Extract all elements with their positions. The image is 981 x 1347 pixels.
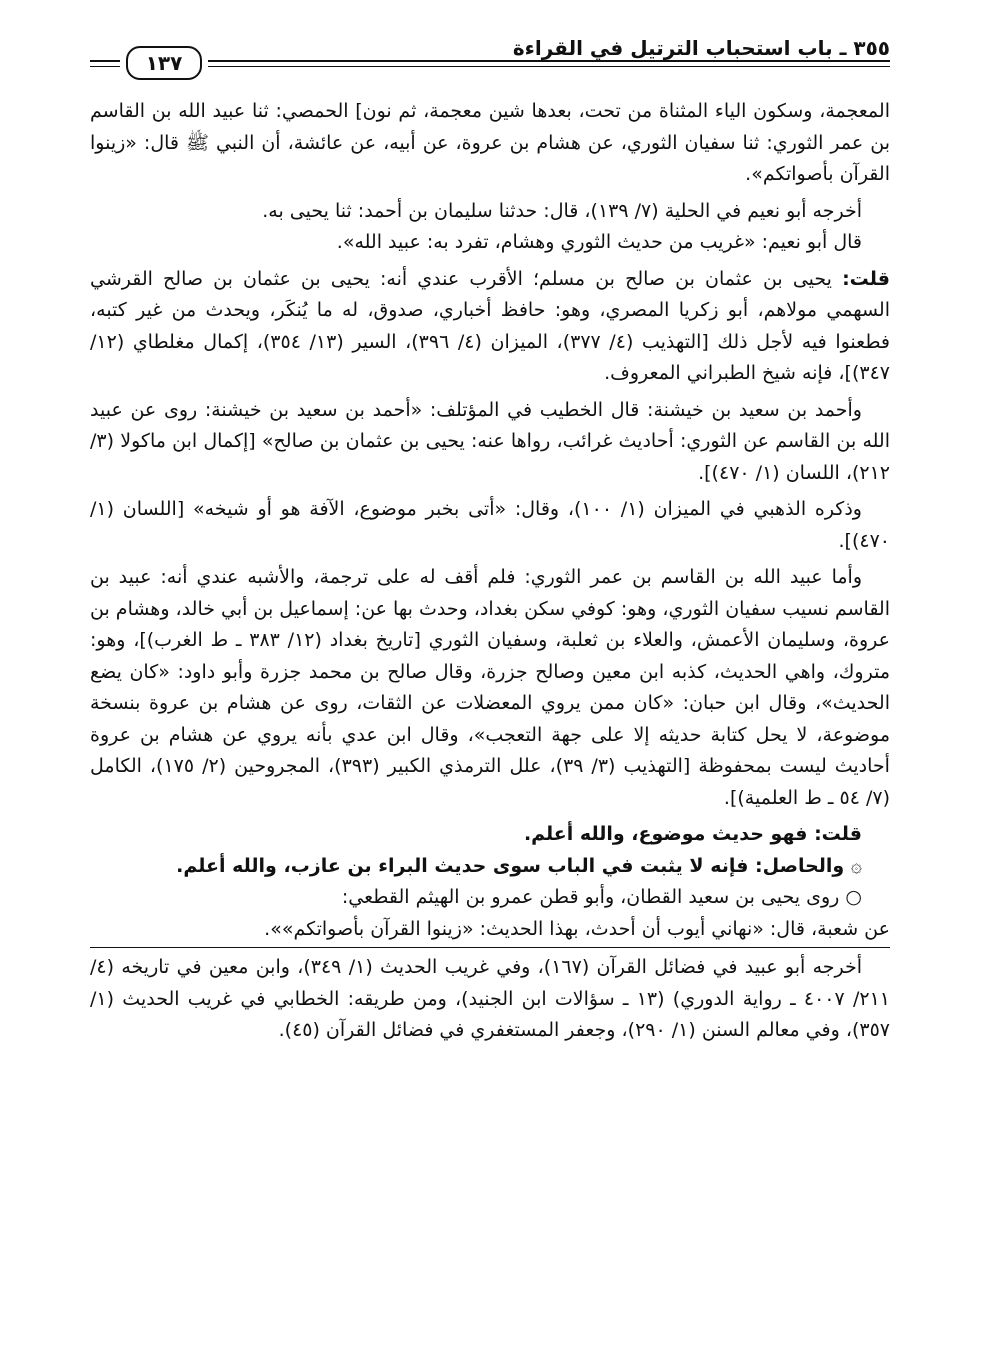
paragraph [90,882,890,914]
paragraph: وأما عبيد الله بن القاسم بن عمر الثوري: فلم أقف له على ترجمة، والأشبه عندي أنه: عبيد بن القاسم نسيب سفيان الثوري، وهو: كوفي سكن بغداد، وحدث بها عن: إسماعيل بن أبي خالد، وهشام بن عروة، وسليمان الأعمش، والعلاء بن ثعلبة، وسفيان الثوري [تاريخ بغداد (١٢/ ٣٨٣ ـ ط الغرب)]، وهو: متروك، واهي الحديث، كذبه ابن معين وصالح جزرة، وقال صالح بن محمد جزرة وأبو داود: «كان يضع الحديث»، وقال ابن حبان: «كان ممن يروي المعضلات عن الثقات، روى عن هشام بن عروة بنسخة موضوعة، لا يحل كتابة حديثه إلا على جهة التعجب»، وقال ابن عدي بأنه يروي عن هشام بن عروة أحاديث ليست بمحفوظة [التهذيب (٣/ ٣٩)، علل الترمذي الكبير (٣٩٣)، المجروحين (٢/ ١٧٥)، الكامل (٧/ ٥٤ ـ ط العلمية)]. [90,566,890,809]
paragraph: عن شعبة، قال: «نهاني أيوب أن أحدث، بهذا الحديث: «زينوا القرآن بأصواتكم»». [264,917,890,940]
paragraph-text: فهو حديث موضوع، والله أعلم. [523,823,815,845]
ornament-icon: ۞ [850,854,862,877]
running-title: ٣٥٥ ـ باب استحباب الترتيل في القراءة [512,36,890,60]
paragraph: قال أبو نعيم: «غريب من حديث الثوري وهشام، تفرد به: عبيد الله». [336,231,862,253]
paragraph-text: روى يحيى بن سعيد القطان، وأبو قطن عمرو بن الهيثم القطعي: [341,886,846,908]
page-number-badge [126,46,202,80]
paragraph: المعجمة، وسكون الياء المثناة من تحت، بعدها شين معجمة، ثم نون] الحمصي: ثنا عبيد الله بن القاسم بن عمر الثوري: ثنا سفيان الثوري، عن هشام بن عروة، عن أبيه، عن عائشة، أن النبي ﷺ قال: «زينوا القرآن بأصواتكم». [90,100,890,185]
paragraph [90,819,890,851]
paragraph: أخرجه أبو نعيم في الحلية (٧/ ١٣٩)، قال: حدثنا سليمان بن أحمد: ثنا يحيى به. [262,199,862,222]
paragraph [90,264,890,390]
header-rule [208,66,890,67]
header-rule [90,66,120,67]
section-divider [90,947,890,948]
paragraph: وأحمد بن سعيد بن خيشنة: قال الخطيب في المؤتلف: «أحمد بن سعيد بن خيشنة: روى عن عبيد الله بن القاسم عن الثوري: أحاديث غرائب، رواها عنه: يحيى بن عثمان بن صالح» [إكمال ابن ماكولا (٣/ ٢١٢)، اللسان (١/ ٤٧٠)]. [90,398,890,484]
page-number: ١٣٧ [145,51,183,75]
paragraph: وذكره الذهبي في الميزان (١/ ١٠٠)، وقال: «أتى بخبر موضوع، الآفة هو أو شيخه» [اللسان (١/ ٤٧٠)]. [90,498,890,552]
paragraph-text: والحاصل: فإنه لا يثبت في الباب سوى حديث البراء بن عازب، والله أعلم. [176,854,851,877]
paragraph [90,851,890,883]
paragraph-lead: قلت: [814,823,862,845]
paragraph-text: يحيى بن عثمان بن صالح بن مسلم؛ الأقرب عندي أنه: يحيى بن عثمان بن صالح القرشي السهمي مولاهم، أبو زكريا المصري، وهو: حافظ أخباري، صدوق، له ما يُنكَر، ويحدث من غير كتبه، فطعنوا فيه لأجل ذلك [التهذيب (٤/ ٣٧٧)، الميزان (٤/ ٣٩٦)، السير (١٣/ ٣٥٤)، إكمال مغلطاي (١٢/ ٣٤٧)]، فإنه شيخ الطبراني المعروف. [90,267,890,384]
page-body [90,96,890,1047]
header-rule [208,60,890,62]
paragraph: أخرجه أبو عبيد في فضائل القرآن (١٦٧)، وفي غريب الحديث (١/ ٣٤٩)، وابن معين في تاريخه (٤/ ٢١١/ ٤٠٠٧ ـ رواية الدوري) (١٣ ـ سؤالات ابن الجنيد)، ومن طريقه: الخطابي في غريب الحديث (١/ ٣٥٧)، وفي معالم السنن (١/ ٢٩٠)، وجعفر المستغفري في فضائل القرآن (٤٥). [90,956,890,1041]
header-rule [90,60,120,62]
circle-bullet-icon: ○ [845,886,862,908]
paragraph-lead: قلت: [842,267,890,290]
page-header [90,32,890,80]
